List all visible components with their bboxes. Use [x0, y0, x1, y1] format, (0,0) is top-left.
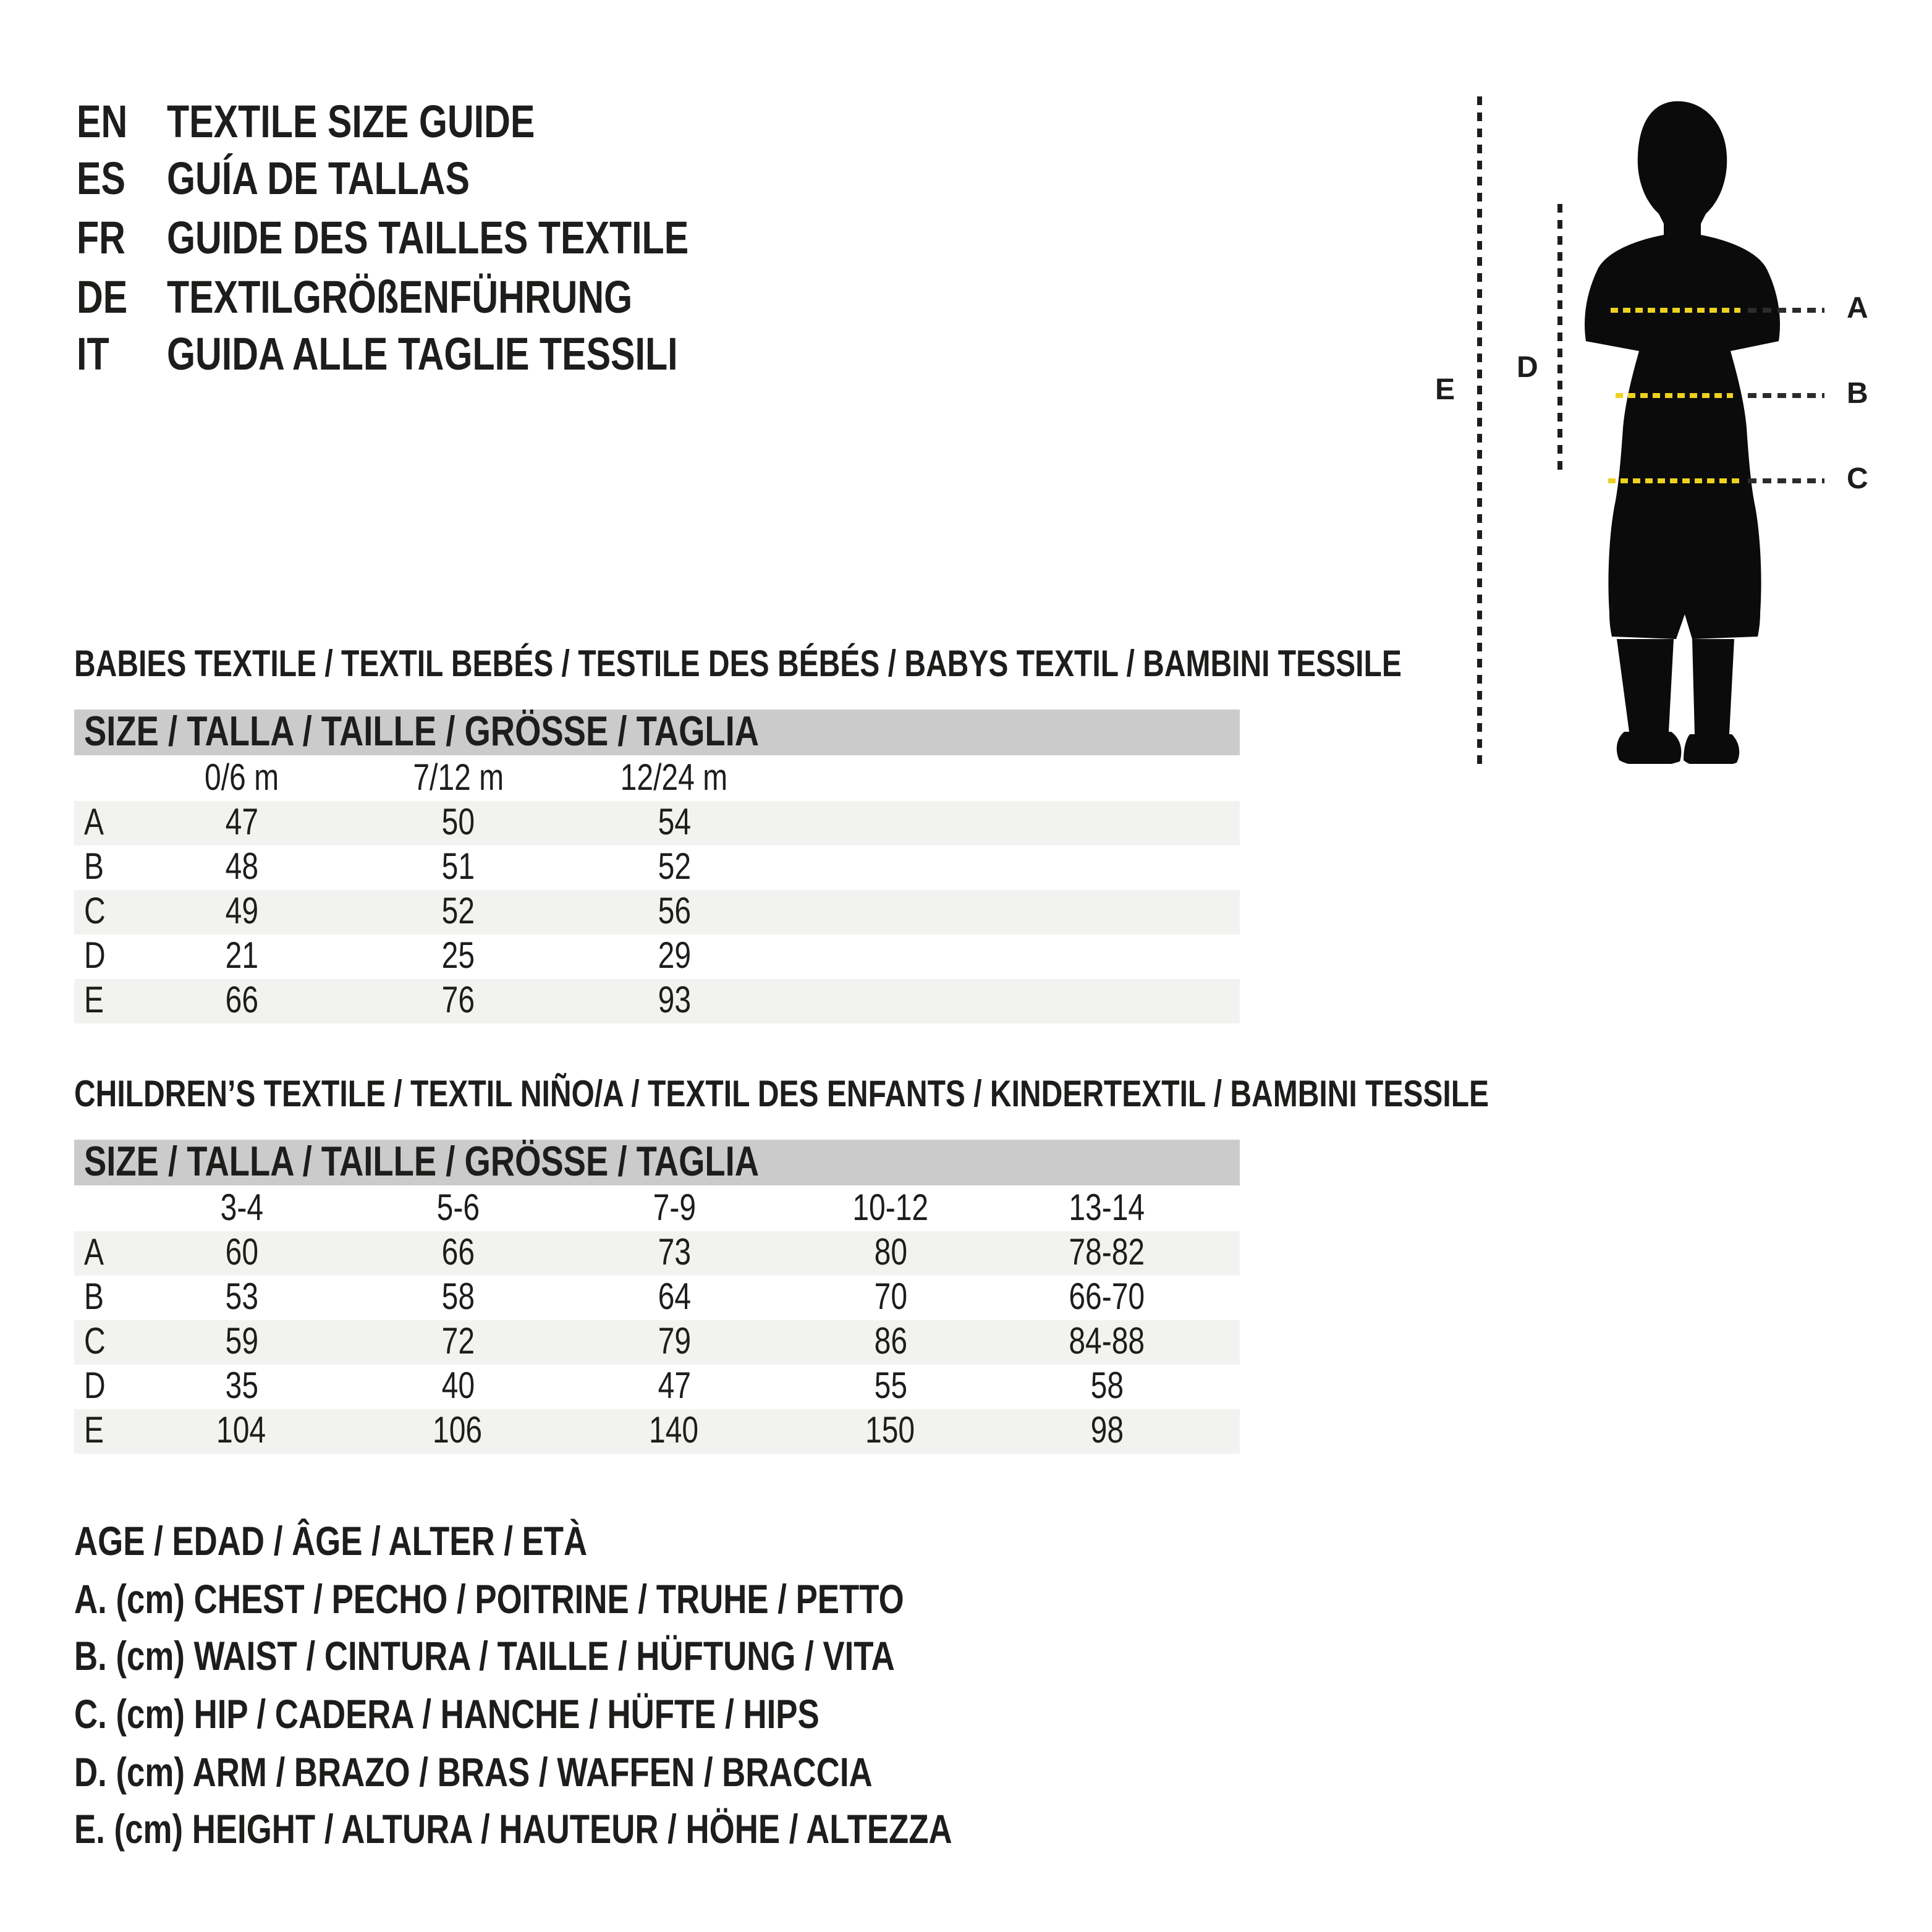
table-cell: 66-70: [1069, 1277, 1145, 1318]
language-title: TEXTILGRÖßENFÜHRUNG: [167, 272, 633, 323]
table-row: [74, 1276, 1240, 1320]
language-code: ES: [77, 153, 125, 204]
language-title: GUÍA DE TALLAS: [167, 153, 470, 204]
column-header: 7-9: [653, 1188, 696, 1229]
table-cell: 80: [874, 1232, 907, 1273]
waist-measure-label: B: [1847, 377, 1868, 410]
table-cell: 58: [441, 1277, 475, 1318]
language-title: GUIDE DES TAILLES TEXTILE: [167, 213, 689, 263]
table-cell: 70: [874, 1277, 907, 1318]
table-column-header-row: [74, 756, 1240, 801]
table-row: [74, 801, 1240, 845]
table-cell: 50: [441, 802, 475, 843]
table-cell: 56: [658, 891, 691, 932]
table-cell: 49: [225, 891, 258, 932]
table-column-header-row: [74, 1187, 1240, 1231]
language-title: TEXTILE SIZE GUIDE: [167, 96, 535, 147]
hip-measure-line-yellow: [1608, 478, 1740, 483]
table-row: [74, 979, 1240, 1023]
table-cell: 72: [441, 1321, 475, 1362]
language-code: FR: [77, 213, 125, 263]
hip-measure-label: C: [1847, 462, 1868, 496]
table-cell: 53: [225, 1277, 258, 1318]
table-cell: 66: [225, 980, 258, 1021]
table-cell: 98: [1090, 1410, 1124, 1451]
babies-size-header-bar: SIZE / TALLA / TAILLE / GRÖSSE / TAGLIA: [74, 710, 1240, 755]
chest-measure-line-dark: [1748, 308, 1824, 313]
table-cell: 40: [441, 1366, 475, 1407]
table-cell: 106: [433, 1410, 483, 1451]
table-cell: 140: [649, 1410, 700, 1451]
child-silhouette: [1572, 99, 1792, 764]
arm-guide-dotted-line: [1557, 204, 1562, 471]
row-label: B: [84, 847, 104, 888]
table-cell: 78-82: [1069, 1232, 1145, 1273]
column-header: 12/24 m: [621, 758, 728, 799]
table-cell: 29: [658, 936, 691, 977]
table-cell: 64: [658, 1277, 691, 1318]
table-cell: 93: [658, 980, 691, 1021]
babies-size-table: [74, 756, 1240, 1023]
waist-measure-line-yellow: [1616, 393, 1733, 398]
table-row: [74, 1365, 1240, 1409]
row-label: A: [84, 1232, 104, 1273]
chest-measure-line-yellow: [1611, 308, 1740, 313]
table-cell: 59: [225, 1321, 258, 1362]
children-size-table: [74, 1187, 1240, 1454]
row-label: A: [84, 802, 104, 843]
language-code: EN: [77, 96, 128, 147]
table-cell: 84-88: [1069, 1321, 1145, 1362]
table-row: [74, 1231, 1240, 1276]
table-cell: 73: [658, 1232, 691, 1273]
column-header: 13-14: [1069, 1188, 1145, 1229]
chest-measure-label: A: [1847, 292, 1868, 325]
babies-section-heading: BABIES TEXTILE / TEXTIL BEBÉS / TESTILE DES BÉBÉS / BABYS TEXTIL / BAMBINI TESSILE: [74, 644, 1402, 685]
column-header: 7/12 m: [412, 758, 504, 799]
table-row: [74, 845, 1240, 890]
table-cell: 51: [441, 847, 475, 888]
row-label: C: [84, 891, 106, 932]
hip-measure-line-dark: [1748, 478, 1824, 483]
arm-measure-label: D: [1517, 351, 1538, 384]
height-guide-dotted-line: [1477, 96, 1482, 765]
language-code: IT: [77, 329, 109, 379]
column-header: 3-4: [220, 1188, 263, 1229]
row-label: D: [84, 936, 106, 977]
table-cell: 48: [225, 847, 258, 888]
table-cell: 58: [1090, 1366, 1124, 1407]
legend-chest: A. (cm) CHEST / PECHO / POITRINE / TRUHE / PETTO: [74, 1576, 904, 1622]
legend-waist: B. (cm) WAIST / CINTURA / TAILLE / HÜFTUNG / VITA: [74, 1633, 895, 1679]
table-row: [74, 1320, 1240, 1365]
column-header: 10-12: [852, 1188, 929, 1229]
waist-measure-line-dark: [1748, 393, 1824, 398]
table-cell: 25: [441, 936, 475, 977]
language-title: GUIDA ALLE TAGLIE TESSILI: [167, 329, 678, 379]
table-cell: 35: [225, 1366, 258, 1407]
column-header: 5-6: [436, 1188, 480, 1229]
language-code: DE: [77, 272, 128, 323]
table-cell: 79: [658, 1321, 691, 1362]
table-row: [74, 934, 1240, 979]
legend-height: E. (cm) HEIGHT / ALTURA / HAUTEUR / HÖHE / ALTEZZA: [74, 1806, 952, 1852]
legend-age: AGE / EDAD / ÂGE / ALTER / ETÀ: [74, 1518, 588, 1564]
row-label: C: [84, 1321, 106, 1362]
legend-arm: D. (cm) ARM / BRAZO / BRAS / WAFFEN / BRACCIA: [74, 1749, 873, 1795]
table-row: [74, 1409, 1240, 1454]
table-cell: 47: [658, 1366, 691, 1407]
legend-hip: C. (cm) HIP / CADERA / HANCHE / HÜFTE / HIPS: [74, 1691, 820, 1737]
table-row: [74, 890, 1240, 934]
table-cell: 60: [225, 1232, 258, 1273]
table-cell: 47: [225, 802, 258, 843]
table-cell: 150: [865, 1410, 916, 1451]
children-section-heading: CHILDREN’S TEXTILE / TEXTIL NIÑO/A / TEXTIL DES ENFANTS / KINDERTEXTIL / BAMBINI TESSILE: [74, 1074, 1489, 1115]
table-cell: 55: [874, 1366, 907, 1407]
table-cell: 21: [225, 936, 258, 977]
row-label: E: [84, 980, 104, 1021]
table-cell: 54: [658, 802, 691, 843]
table-cell: 66: [441, 1232, 475, 1273]
table-cell: 104: [216, 1410, 267, 1451]
table-cell: 52: [658, 847, 691, 888]
height-measure-label: E: [1435, 373, 1455, 407]
row-label: B: [84, 1277, 104, 1318]
table-cell: 86: [874, 1321, 907, 1362]
table-cell: 76: [441, 980, 475, 1021]
column-header: 0/6 m: [204, 758, 279, 799]
row-label: D: [84, 1366, 106, 1407]
row-label: E: [84, 1410, 104, 1451]
table-cell: 52: [441, 891, 475, 932]
children-size-header-bar: SIZE / TALLA / TAILLE / GRÖSSE / TAGLIA: [74, 1140, 1240, 1185]
